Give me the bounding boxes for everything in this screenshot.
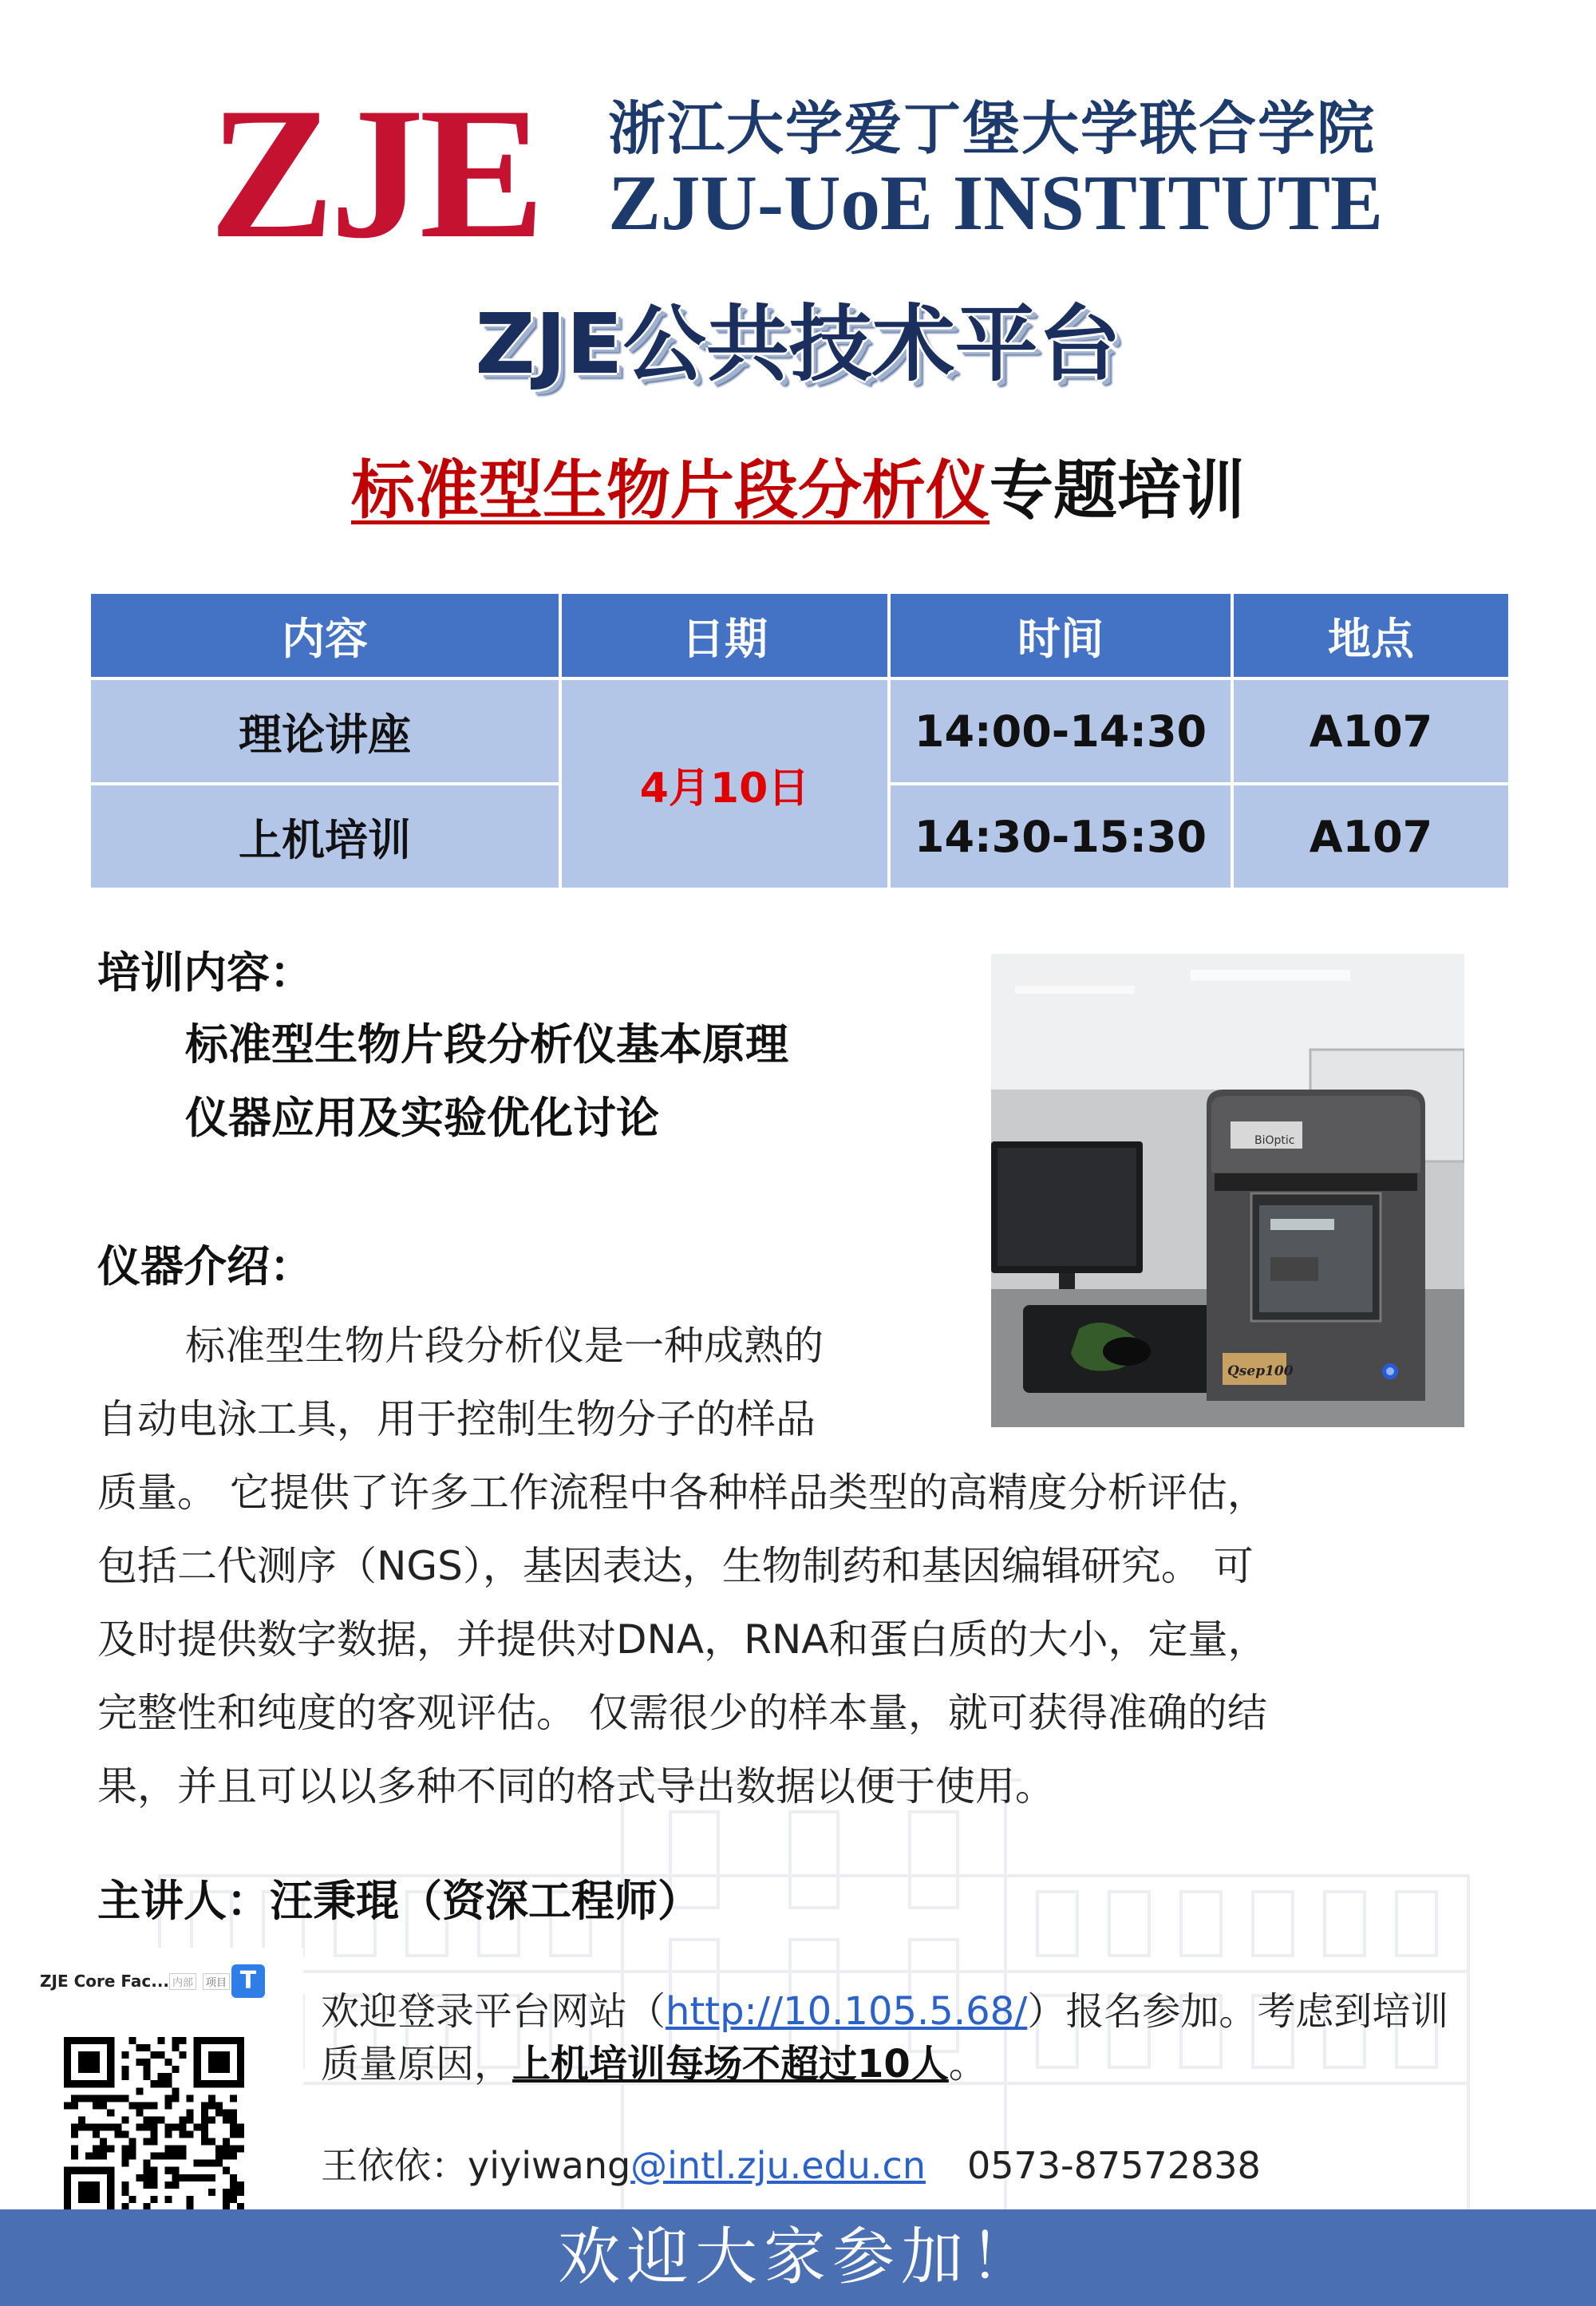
brand-label: BiOptic [1254, 1134, 1295, 1147]
app-t-icon: T [231, 1964, 265, 1998]
table-row [89, 678, 1510, 784]
intro-line: 标准型生物片段分析仪是一种成熟的 [185, 1323, 824, 1369]
row-time: 14:30-15:30 [889, 784, 1232, 889]
intro-line: 包括二代测序（NGS），基因表达，生物制药和基因编辑研究。 可 [97, 1543, 1254, 1589]
schedule-header-row [89, 592, 1510, 678]
qr-tag-internal: 内部 [169, 1973, 196, 1990]
header-location: 地点 [1232, 592, 1510, 678]
contact-info [321, 2139, 1261, 2192]
contact-email-user: yiyiwang [468, 2144, 631, 2187]
registration-link[interactable]: http://10.105.5.68/ [666, 1989, 1028, 2034]
header-date: 日期 [560, 592, 889, 678]
row-time: 14:00-14:30 [889, 678, 1232, 784]
contact-name: 王依依： [321, 2144, 468, 2187]
zje-logo: ZJE [209, 69, 540, 278]
model-label: Qsep100 [1227, 1363, 1294, 1379]
registration-text [321, 1985, 1454, 2090]
intro-line: 质量。 它提供了许多工作流程中各种样品类型的高精度分析评估， [97, 1469, 1267, 1516]
row-location: A107 [1232, 784, 1510, 889]
training-content-item: 仪器应用及实验优化讨论 [185, 1093, 659, 1143]
intro-line: 果，并且可以以多种不同的格式导出数据以便于使用。 [97, 1763, 1055, 1810]
training-content-item: 标准型生物片段分析仪基本原理 [185, 1019, 788, 1070]
row-content: 上机培训 [89, 784, 560, 889]
row-date: 4月10日 [560, 678, 889, 889]
training-instrument-name: 标准型生物片段分析仪 [351, 453, 990, 528]
registration-middle: ）报名参加。考虑到培训质量原因， [321, 1989, 1449, 2086]
training-title [0, 447, 1596, 535]
intro-line: 完整性和纯度的客观评估。 仅需很少的样本量，就可获得准确的结 [97, 1690, 1267, 1736]
contact-phone: 0573-87572838 [966, 2144, 1261, 2187]
schedule-table [88, 591, 1511, 891]
speaker-info: 主讲人：汪秉琨（资深工程师） [97, 1876, 701, 1926]
contact-email-link[interactable]: @intl.zju.edu.cn [630, 2144, 926, 2187]
qr-app-name: ZJE Core Fac... [40, 1972, 170, 1991]
platform-title: ZJE公共技术平台 [475, 295, 1121, 393]
institute-name-english: ZJU-UoE INSTITUTE [608, 160, 1384, 247]
row-location: A107 [1232, 678, 1510, 784]
registration-limit: 上机培训每场不超过10人 [512, 2042, 949, 2086]
training-title-suffix: 专题培训 [990, 453, 1245, 528]
qr-tag-project: 项目 [203, 1973, 230, 1990]
instrument-intro-heading: 仪器介绍： [97, 1241, 313, 1291]
registration-prefix: 欢迎登录平台网站（ [321, 1989, 666, 2034]
footer-banner: 欢迎大家参加！ [0, 2209, 1596, 2306]
instrument-photo [991, 954, 1464, 1427]
header-time: 时间 [889, 592, 1232, 678]
row-content: 理论讲座 [89, 678, 560, 784]
registration-end: 。 [948, 2042, 987, 2086]
intro-line: 自动电泳工具，用于控制生物分子的样品 [97, 1396, 816, 1442]
header-content: 内容 [89, 592, 560, 678]
training-content-heading: 培训内容： [97, 947, 313, 998]
institute-name-chinese: 浙江大学爱丁堡大学联合学院 [608, 94, 1377, 162]
qr-code[interactable] [64, 2037, 244, 2217]
intro-line: 及时提供数字数据，并提供对DNA，RNA和蛋白质的大小，定量， [97, 1616, 1268, 1663]
